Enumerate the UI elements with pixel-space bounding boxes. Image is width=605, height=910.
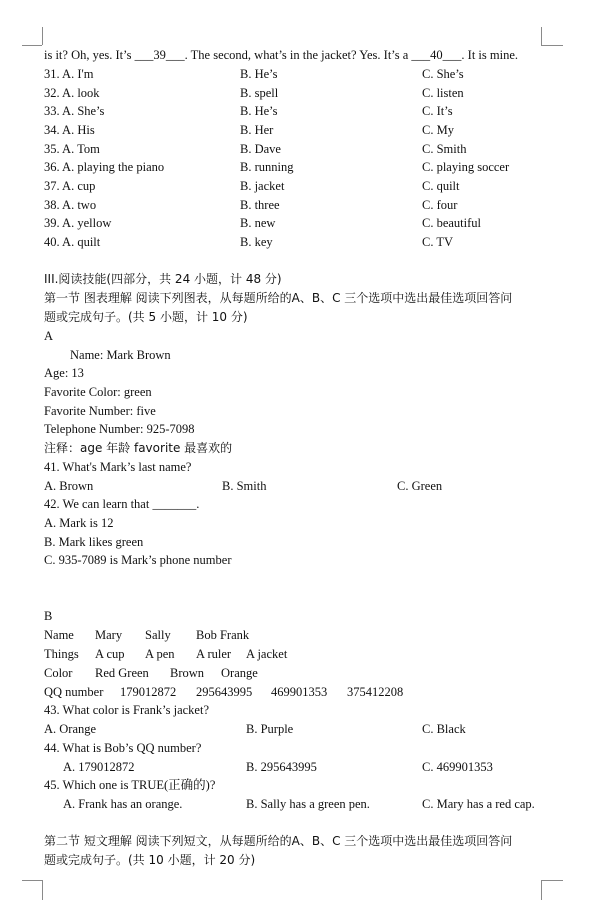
question-42-option-b: B. Mark likes green [44, 535, 144, 549]
question-44-stem: 44. What is Bob’s QQ number? [44, 741, 202, 755]
corner-mark-top-left [42, 27, 43, 45]
cloze-passage-line: is it? Oh, yes. It’s ___39___. The second, what’s in the jacket? Yes. It’s a ___40___. It is mine. [44, 48, 519, 62]
passage-a-color: Favorite Color: green [44, 385, 152, 399]
question-43-option-c: C. Black [422, 722, 466, 736]
option-b: B. He’s [240, 67, 278, 81]
option-c: C. beautiful [422, 216, 482, 230]
option-c: C. playing soccer [422, 160, 510, 174]
section-title: III.阅读技能(四部分，共 24 小题，计 48 分) [44, 272, 282, 286]
table-cell: Color [44, 666, 73, 680]
option-a: 37. A. cup [44, 179, 96, 193]
corner-mark-top-right [541, 27, 542, 45]
question-44-option-b: B. 295643995 [246, 760, 317, 774]
part2-instruction: 第二节 短文理解 阅读下列短文，从每题所给的A、B、C 三个选项中选出最佳选项回答问 [44, 834, 513, 848]
passage-a-name: Name: Mark Brown [70, 348, 171, 362]
table-cell: Things [44, 647, 79, 661]
corner-mark-bottom-left [42, 880, 43, 900]
option-c: C. TV [422, 235, 454, 249]
option-b: B. He’s [240, 104, 278, 118]
question-44-option-a: A. 179012872 [63, 760, 135, 774]
passage-a-number: Favorite Number: five [44, 404, 156, 418]
option-c: C. four [422, 198, 458, 212]
passage-b-label: B [44, 609, 53, 623]
option-a: 39. A. yellow [44, 216, 112, 230]
part2-instruction-cont: 题或完成句子。(共 10 小题，计 20 分) [44, 853, 256, 867]
table-cell: Brown [170, 666, 205, 680]
corner-mark-bottom-right [541, 880, 542, 900]
question-43-option-b: B. Purple [246, 722, 294, 736]
table-cell: A ruler [196, 647, 232, 661]
question-45-option-b: B. Sally has a green pen. [246, 797, 370, 811]
table-cell: 295643995 [196, 685, 253, 699]
table-cell: Orange [221, 666, 258, 680]
option-a: 40. A. quilt [44, 235, 101, 249]
table-cell: A pen [145, 647, 175, 661]
option-c: C. My [422, 123, 454, 137]
passage-a-age: Age: 13 [44, 366, 84, 380]
question-45-option-a: A. Frank has an orange. [63, 797, 183, 811]
table-cell: Red Green [95, 666, 149, 680]
table-cell: 179012872 [120, 685, 177, 699]
table-cell: Mary [95, 628, 123, 642]
question-41-option-a: A. Brown [44, 479, 94, 493]
table-cell: A jacket [246, 647, 288, 661]
question-42-option-a: A. Mark is 12 [44, 516, 114, 530]
option-a: 33. A. She’s [44, 104, 105, 118]
table-cell: A cup [95, 647, 125, 661]
option-c: C. She’s [422, 67, 464, 81]
option-a: 36. A. playing the piano [44, 160, 165, 174]
option-a: 32. A. look [44, 86, 100, 100]
option-b: B. running [240, 160, 294, 174]
passage-a-label: A [44, 329, 54, 343]
corner-mark-top-right-h [541, 45, 563, 46]
table-cell: QQ number [44, 685, 104, 699]
option-b: B. jacket [240, 179, 285, 193]
passage-a-note: 注释：age 年龄 favorite 最喜欢的 [44, 441, 233, 455]
option-b: B. Her [240, 123, 274, 137]
table-cell: 469901353 [271, 685, 328, 699]
question-42-option-c: C. 935-7089 is Mark’s phone number [44, 553, 232, 567]
option-b: B. new [240, 216, 276, 230]
option-c: C. quilt [422, 179, 460, 193]
question-44-option-c: C. 469901353 [422, 760, 493, 774]
option-a: 31. A. I'm [44, 67, 94, 81]
question-45-stem: 45. Which one is TRUE(正确的)? [44, 778, 216, 792]
question-41-stem: 41. What's Mark’s last name? [44, 460, 192, 474]
question-41-option-c: C. Green [397, 479, 443, 493]
corner-mark-top-left-h [22, 45, 42, 46]
option-c: C. Smith [422, 142, 467, 156]
option-a: 38. A. two [44, 198, 97, 212]
question-45-option-c: C. Mary has a red cap. [422, 797, 535, 811]
table-cell: Bob Frank [196, 628, 250, 642]
table-cell: Sally [145, 628, 171, 642]
option-c: C. It’s [422, 104, 453, 118]
passage-a-phone: Telephone Number: 925-7098 [44, 422, 195, 436]
option-a: 34. A. His [44, 123, 95, 137]
question-43-stem: 43. What color is Frank’s jacket? [44, 703, 210, 717]
option-a: 35. A. Tom [44, 142, 100, 156]
part1-instruction: 第一节 图表理解 阅读下列图表，从每题所给的A、B、C 三个选项中选出最佳选项回答问 [44, 291, 513, 305]
table-cell: Name [44, 628, 74, 642]
part1-instruction-cont: 题或完成句子。(共 5 小题，计 10 分) [44, 310, 248, 324]
question-42-stem: 42. We can learn that _______. [44, 497, 200, 511]
option-c: C. listen [422, 86, 464, 100]
option-b: B. three [240, 198, 280, 212]
option-b: B. spell [240, 86, 279, 100]
corner-mark-bottom-right-h [541, 880, 563, 881]
option-b: B. key [240, 235, 273, 249]
option-b: B. Dave [240, 142, 281, 156]
question-41-option-b: B. Smith [222, 479, 267, 493]
corner-mark-bottom-left-h [22, 880, 42, 881]
table-cell: 375412208 [347, 685, 404, 699]
question-43-option-a: A. Orange [44, 722, 97, 736]
